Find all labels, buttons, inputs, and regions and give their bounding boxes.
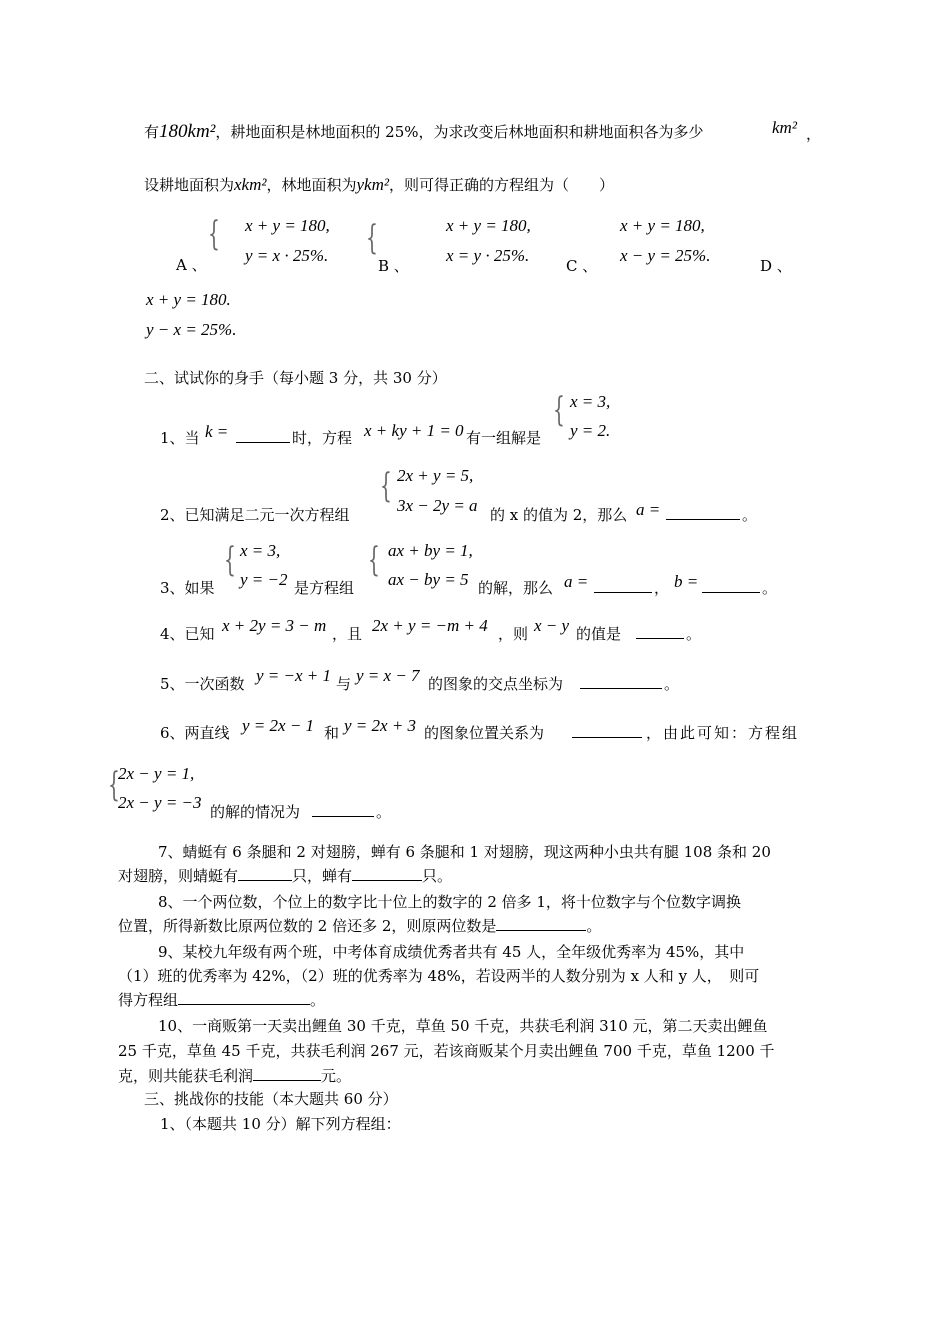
s2q6-s1: 2x − y = 1,: [118, 764, 195, 783]
s2q6-f1: y = 2x − 1: [242, 716, 315, 735]
s2q2-eq2: 3x − 2y = a: [397, 496, 478, 515]
s2q7-line1: 7、蜻蜓有 6 条腿和 2 对翅膀，蝉有 6 条腿和 1 对翅膀，现这两种小虫共有腿 108 条和 20: [158, 843, 771, 861]
s2q1-text-a: 1、当: [160, 429, 200, 447]
s2q10-text-d: 元。: [321, 1067, 352, 1085]
brace-icon: {: [553, 390, 565, 430]
s2q6-text-d: ，由此可知：方程组: [646, 724, 800, 742]
answer-blank[interactable]: [666, 505, 740, 520]
s2q6-text-e: 的解的情况为: [210, 803, 301, 821]
var-y-area: ykm²: [356, 175, 389, 194]
s2q10-line1: 10、一商贩第一天卖出鲤鱼 30 千克，草鱼 50 千克，共获毛利润 310 元，第二天卖出鲤鱼: [158, 1017, 768, 1035]
s2q2-text-b: 的 x 的值为 2，那么: [490, 506, 628, 524]
s2q3-text-d: ，: [654, 579, 670, 597]
s2q5-text-d: 。: [664, 675, 680, 693]
q-top-text-e: ，则可得正确的方程组为（ ）: [388, 176, 614, 194]
s2q2-text-c: 。: [742, 506, 758, 524]
q-top-text-b: ，耕地面积是林地面积的 25%，为求改变后林地面积和耕地面积各为多少: [215, 123, 704, 141]
brace-icon: {: [224, 540, 236, 580]
answer-blank[interactable]: [702, 578, 760, 593]
s2q9-text-c: 得方程组: [118, 991, 179, 1009]
s2q1-sol1: x = 3,: [570, 392, 611, 411]
option-c-eq2: x − y = 25%.: [620, 246, 711, 265]
s2q6-f2: y = 2x + 3: [344, 716, 417, 735]
s2q5-text-b: 与: [336, 675, 352, 693]
brace-icon: {: [368, 540, 380, 580]
answer-blank[interactable]: [253, 1066, 321, 1081]
q-top-text-a: 有: [144, 123, 160, 141]
s2q10-text-c: 克，则共能获毛利润: [118, 1067, 254, 1085]
s2q1-sol2: y = 2.: [570, 421, 611, 440]
option-d-eq1: x + y = 180.: [146, 290, 231, 309]
s2q2-text-a: 2、已知满足二元一次方程组: [160, 506, 350, 524]
s2q8-line1: 8、一个两位数，个位上的数字比十位上的数字的 2 倍多 1，将十位数字与个位数字调换: [158, 893, 741, 911]
s2q4-e1: x + 2y = 3 − m: [222, 616, 327, 635]
area-value: 180km²: [159, 121, 216, 142]
answer-blank[interactable]: [572, 723, 642, 738]
option-b-eq1: x + y = 180,: [446, 216, 531, 235]
answer-blank[interactable]: [178, 990, 310, 1005]
s2q3-vb: b =: [674, 572, 699, 591]
s2q5-text-c: 的图象的交点坐标为: [428, 675, 564, 693]
s2q7-line2: [118, 866, 452, 886]
option-a-label: A 、: [176, 256, 207, 274]
s2q3-text-a: 3、如果: [160, 579, 215, 597]
s2q6-text-c: 的图象位置关系为: [424, 724, 545, 742]
section3-heading: 三、挑战你的技能（本大题共 60 分）: [144, 1090, 398, 1108]
s2q3-text-b: 是方程组: [294, 579, 355, 597]
s2q3-p2: y = −2: [240, 570, 288, 589]
s2q5-text-a: 5、一次函数: [160, 675, 245, 693]
s2q5-f1: y = −x + 1: [256, 666, 332, 685]
s2q6-text-f: 。: [376, 803, 392, 821]
s2q4-text-b: ，且: [332, 625, 363, 643]
brace-icon: {: [208, 214, 220, 254]
answer-blank[interactable]: [580, 674, 662, 689]
s2q7-text-b: 对翅膀，则蜻蜓有: [118, 867, 239, 885]
s2q5-f2: y = x − 7: [356, 666, 420, 685]
s2q7-text-d: 只。: [422, 867, 453, 885]
option-a-eq2: y = x · 25%.: [245, 246, 329, 265]
q-top-text-d: ，林地面积为: [266, 176, 357, 194]
s2q8-line2: [118, 916, 601, 936]
option-a-eq1: x + y = 180,: [245, 216, 330, 235]
q-top-line1: [144, 122, 704, 142]
s2q9-line3: [118, 990, 325, 1010]
s2q3-p1: x = 3,: [240, 541, 281, 560]
unit-km2: km²: [772, 118, 797, 137]
s2q4-text-a: 4、已知: [160, 625, 215, 643]
s2q3-text-c: 的解，那么: [478, 579, 554, 597]
q-top-line2: [144, 175, 614, 195]
var-x-area: xkm²: [234, 175, 267, 194]
s2q3-s1: ax + by = 1,: [388, 541, 473, 560]
q-top-text-c: 设耕地面积为: [144, 176, 235, 194]
answer-blank[interactable]: [636, 624, 684, 639]
s2q9-line2: （1）班的优秀率为 42%，（2）班的优秀率为 48%，若设两半的人数分别为 x 人和 y 人， 则可: [118, 967, 760, 985]
section3-q1: 1、（本题共 10 分）解下列方程组：: [160, 1115, 401, 1133]
q-top-comma: ，: [806, 125, 822, 143]
option-b-label: B 、: [378, 257, 409, 275]
answer-blank[interactable]: [352, 866, 422, 881]
answer-blank[interactable]: [496, 916, 586, 931]
s2q3-text-e: 。: [762, 579, 778, 597]
s2q1-text-b: 时，方程: [292, 429, 353, 447]
answer-blank[interactable]: [238, 866, 292, 881]
s2q1-k: k =: [205, 422, 229, 441]
s2q1-eq: x + ky + 1 = 0: [364, 421, 464, 440]
s2q9-text-d: 。: [310, 991, 326, 1009]
s2q2-a: a =: [636, 500, 661, 519]
s2q4-text-d: 的值是: [576, 625, 622, 643]
option-c-label: C 、: [566, 257, 598, 275]
s2q9-line1: 9、某校九年级有两个班，中考体育成绩优秀者共有 45 人，全年级优秀率为 45%，其中: [158, 943, 745, 961]
s2q3-va: a =: [564, 572, 589, 591]
s2q3-s2: ax − by = 5: [388, 570, 469, 589]
s2q4-e3: x − y: [534, 616, 570, 635]
s2q7-text-c: 只，蝉有: [292, 867, 353, 885]
s2q8-text-b: 位置，所得新数比原两位数的 2 倍还多 2，则原两位数是: [118, 917, 497, 935]
brace-icon: {: [366, 218, 378, 258]
s2q6-s2: 2x − y = −3: [118, 793, 202, 812]
brace-icon: {: [108, 765, 120, 805]
section2-heading: 二、试试你的身手（每小题 3 分，共 30 分）: [144, 369, 447, 387]
s2q10-line2: 25 千克，草鱼 45 千克，共获毛利润 267 元，若该商贩某个月卖出鲤鱼 700 千克，草鱼 1200 千: [118, 1042, 775, 1060]
option-c-eq1: x + y = 180,: [620, 216, 705, 235]
answer-blank[interactable]: [236, 428, 290, 443]
option-b-eq2: x = y · 25%.: [446, 246, 530, 265]
option-d-eq2: y − x = 25%.: [146, 320, 237, 339]
brace-icon: {: [380, 466, 392, 506]
s2q1-text-c: 有一组解是: [466, 429, 542, 447]
s2q2-eq1: 2x + y = 5,: [397, 466, 474, 485]
answer-blank[interactable]: [594, 578, 652, 593]
s2q10-line3: [118, 1066, 351, 1086]
s2q4-text-c: ，则: [498, 625, 529, 643]
s2q6-text-a: 6、两直线: [160, 724, 230, 742]
answer-blank[interactable]: [312, 802, 374, 817]
option-d-label: D 、: [760, 257, 792, 275]
s2q4-text-e: 。: [686, 625, 702, 643]
s2q8-text-c: 。: [586, 917, 602, 935]
s2q6-text-b: 和: [324, 724, 340, 742]
s2q4-e2: 2x + y = −m + 4: [372, 616, 488, 635]
